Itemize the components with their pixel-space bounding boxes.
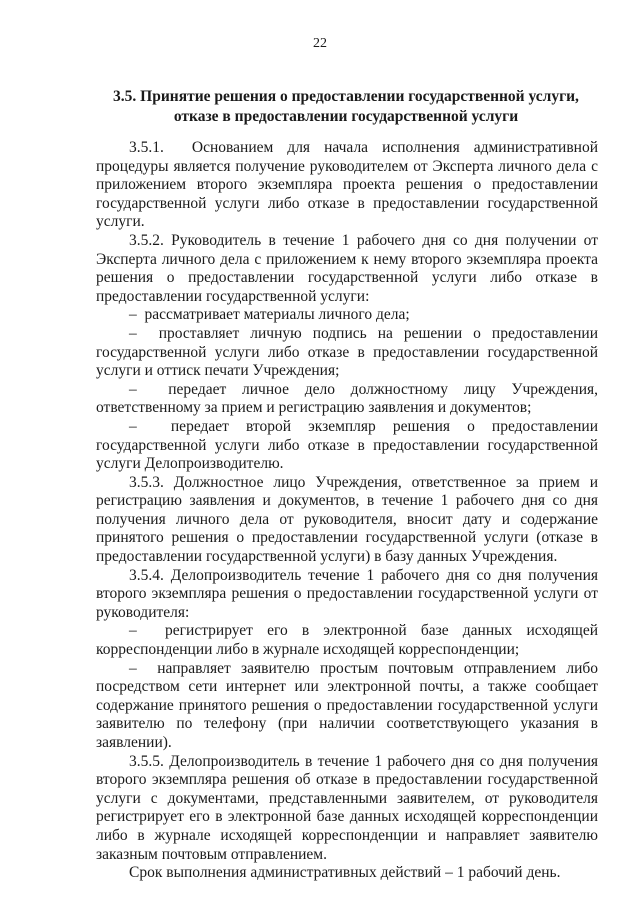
- section-heading-line-2: отказе в предоставлении государственной услуги: [173, 108, 519, 125]
- list-item-send-applicant: – направляет заявителю простым почтовым отправлением либо посредством сети интернет или электронной почты, а также сообщает содержание принятого решения о предоставлении государственной услуги заявителю по телефону (при наличии соответствующего указания в заявлении).: [96, 659, 598, 751]
- paragraph-3-5-2: 3.5.2. Руководитель в течение 1 рабочего дня со дня получении от Эксперта личного дела с приложением к нему второго экземпляра проекта решения о предоставлении государственной услуги либо отказе в предоставлении государственной услуги:: [96, 231, 598, 305]
- list-item-transfer-copy: – передает второй экземпляр решения о предоставлении государственной услуги либо отказе в предоставлении государственной услуги Делопроизводителю.: [96, 417, 598, 473]
- page-number: 22: [313, 36, 327, 51]
- paragraph-deadline: Срок выполнения административных действий – 1 рабочий день.: [129, 864, 561, 882]
- list-item-review-materials: – рассматривает материалы личного дела;: [129, 306, 410, 324]
- list-item-transfer-file: – передает личное дело должностному лицу Учреждения, ответственному за прием и регистрацию заявления и документов;: [96, 380, 598, 417]
- section-heading: [96, 87, 596, 127]
- document-body: [96, 139, 598, 883]
- paragraph-3-5-4: 3.5.4. Делопроизводитель течение 1 рабочего дня со дня получения второго экземпляра решения о предоставлении государственной услуги от руководителя:: [96, 566, 598, 621]
- paragraph-3-5-3: 3.5.3. Должностное лицо Учреждения, ответственное за прием и регистрацию заявления и документов, в течение 1 рабочего дня со дня получения личного дела от руководителя, вносит дату и содержание принятого решения о предоставлении государственной услуги (отказе в предоставлении государственной услуги) в базу данных Учреждения.: [96, 473, 598, 566]
- paragraph-3-5-1: 3.5.1. Основанием для начала исполнения административной процедуры является получение руководителем от Эксперта личного дела с приложением второго экземпляра проекта решения о предоставлении государственной услуги либо отказе в предоставлении государственной услуги.: [96, 139, 598, 231]
- list-item-sign-decision: – проставляет личную подпись на решении о предоставлении государственной услуги либо отказе в предоставлении государственной услуги и оттиск печати Учреждения;: [96, 324, 598, 380]
- section-heading-line-1: 3.5. Принятие решения о предоставлении государственной услуги,: [113, 88, 579, 105]
- list-item-register: – регистрирует его в электронной базе данных исходящей корреспонденции либо в журнале исходящей корреспонденции;: [96, 622, 598, 659]
- paragraph-3-5-5: 3.5.5. Делопроизводитель в течение 1 рабочего дня со дня получения второго экземпляра решения об отказе в предоставлении государственной услуги с документами, представленными заявителем, от руководителя регистрирует его в электронной базе данных исходящей корреспонденции либо в журнале исходящей корреспонденции и направляет заявителю заказным почтовым отправлением.: [96, 752, 598, 863]
